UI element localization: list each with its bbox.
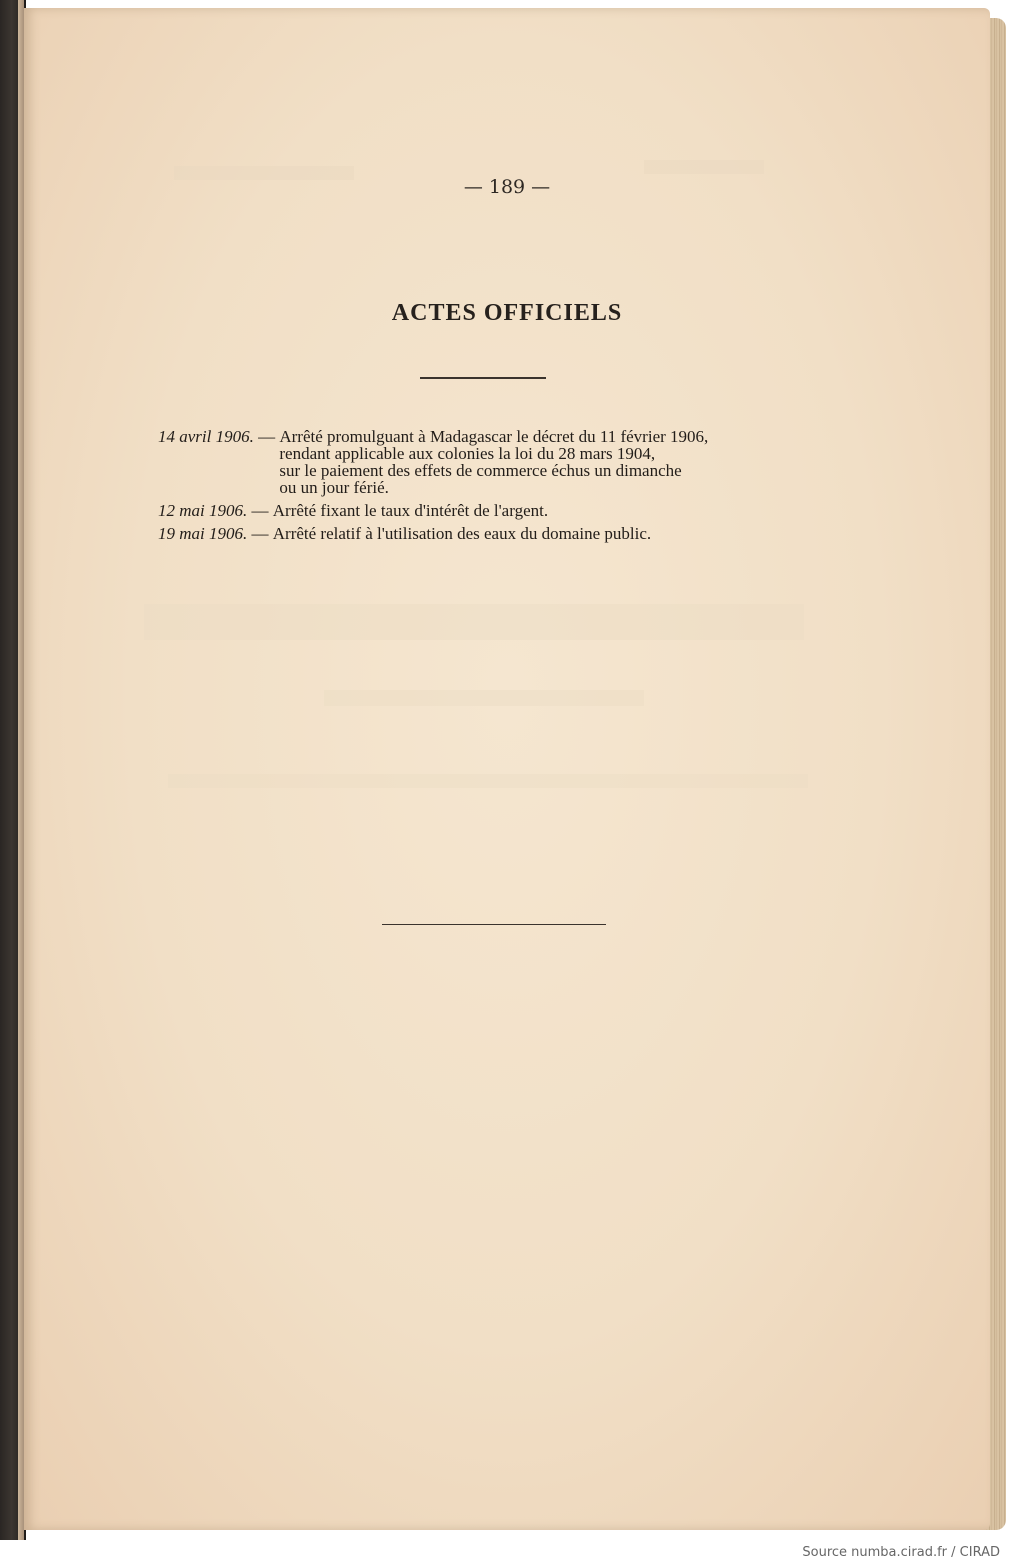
act-description-line: Arrêté promulguant à Madagascar le décret du 11 février 1906, xyxy=(279,427,709,446)
document-page xyxy=(24,8,990,1530)
act-separator: — xyxy=(247,524,273,543)
act-description: Arrêté fixant le taux d'intérêt de l'argent. xyxy=(272,501,549,520)
source-credit: Source numba.cirad.fr / CIRAD xyxy=(802,1545,1000,1560)
act-separator: — xyxy=(247,501,273,520)
bleed-through-subtitle xyxy=(324,690,644,706)
page-title: ACTES OFFICIELS xyxy=(391,300,623,326)
bleed-through-banner xyxy=(144,604,804,640)
act-date: 14 avril 1906. xyxy=(158,427,254,446)
acts-list xyxy=(158,428,848,548)
act-entry xyxy=(158,428,848,496)
act-description-line: rendant applicable aux colonies la loi du 28 mars 1904, xyxy=(279,444,656,463)
title-rule xyxy=(420,377,546,379)
act-description xyxy=(279,428,848,496)
act-description: Arrêté relatif à l'utilisation des eaux du domaine public. xyxy=(272,524,652,543)
bleed-through-header-right xyxy=(644,160,764,174)
act-date: 19 mai 1906. xyxy=(158,524,248,543)
act-separator: — xyxy=(253,427,280,446)
page-number: — 189 — xyxy=(463,176,551,198)
act-description-line: sur le paiement des effets de commerce échus un dimanche xyxy=(279,461,682,480)
act-description-line: ou un jour férié. xyxy=(279,478,389,497)
bottom-rule xyxy=(382,924,606,925)
act-date: 12 mai 1906. xyxy=(158,501,248,520)
act-entry xyxy=(158,502,848,519)
act-entry xyxy=(158,525,848,542)
book-binding xyxy=(0,0,26,1540)
bleed-through-line xyxy=(168,774,808,788)
